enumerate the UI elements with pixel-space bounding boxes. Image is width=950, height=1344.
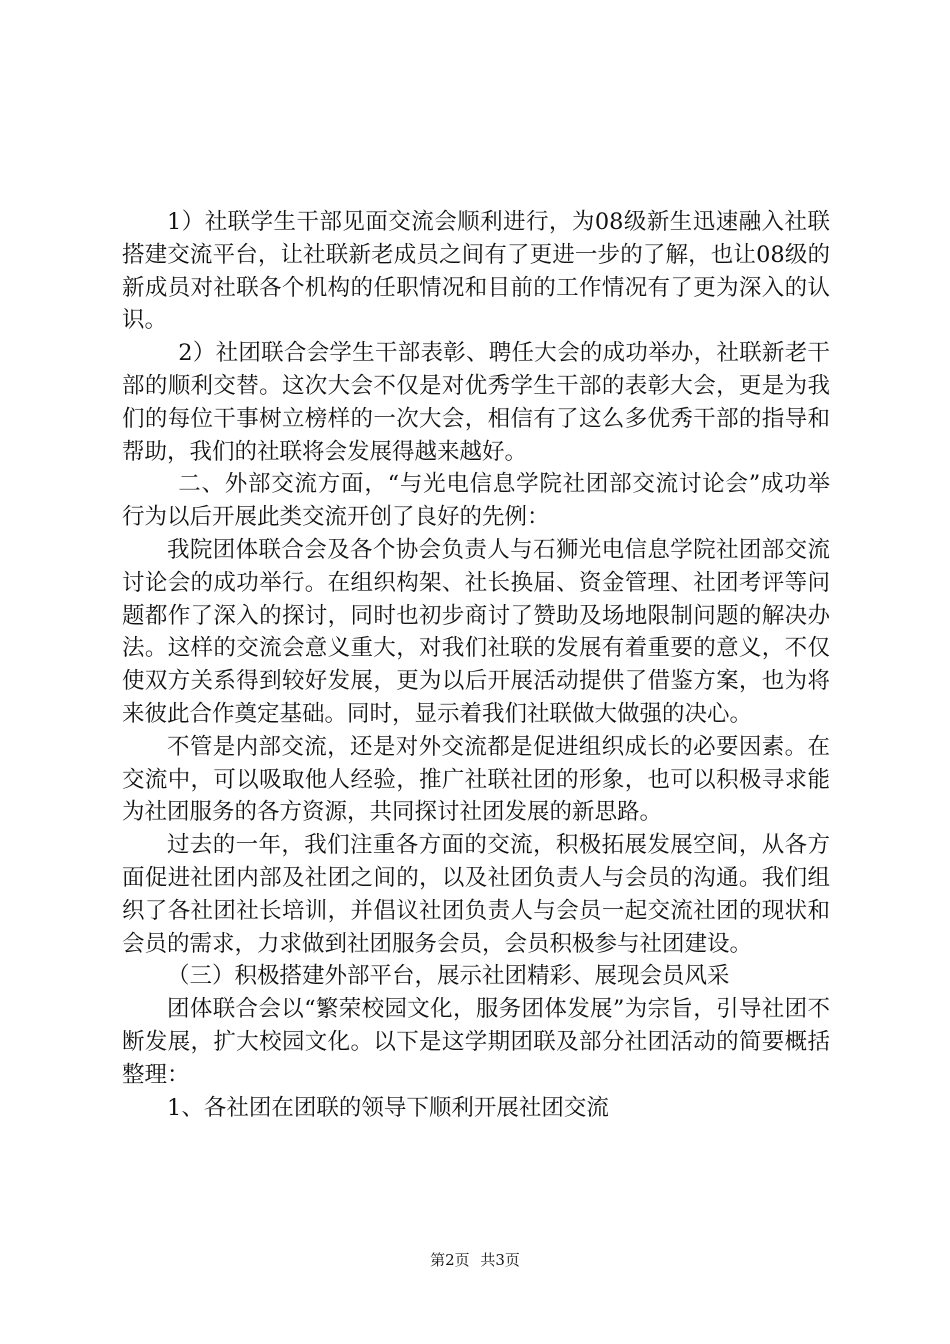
paragraph-6: 过去的一年，我们注重各方面的交流，积极拓展发展空间，从各方面促进社团内部及社团之间的，以及社团负责人与会员的沟通。我们组织了各社团社长培训，并倡议社团负责人与会员一起交流社团的现状和会员的需求，力求做到社团服务会员，会员积极参与社团建设。 [122, 832, 830, 957]
paragraph-1: 1）社联学生干部见面交流会顺利进行，为08级新生迅速融入社联搭建交流平台，让社联新老成员之间有了更进一步的了解，也让08级的新成员对社联各个机构的任职情况和目前的工作情况有了更为深入的认识。 [122, 209, 830, 334]
paragraph-2: 2）社团联合会学生干部表彰、聘任大会的成功举办，社联新老干部的顺利交替。这次大会不仅是对优秀学生干部的表彰大会，更是为我们的每位干事树立榜样的一次大会，相信有了这么多优秀干部的指导和帮助，我们的社联将会发展得越来越好。 [122, 340, 830, 465]
paragraph-5: 不管是内部交流，还是对外交流都是促进组织成长的必要因素。在交流中，可以吸取他人经验，推广社联社团的形象，也可以积极寻求能为社团服务的各方资源，共同探讨社团发展的新思路。 [122, 733, 830, 826]
section-heading: （三）积极搭建外部平台，展示社团精彩、展现会员风采 [167, 963, 730, 990]
paragraph-4: 我院团体联合会及各个协会负责人与石狮光电信息学院社团部交流讨论会的成功举行。在组织构架、社长换届、资金管理、社团考评等问题都作了深入的探讨，同时也初步商讨了赞助及场地限制问题的解决办法。这样的交流会意义重大，对我们社联的发展有着重要的意义，不仅使双方关系得到较好发展，更为以后开展活动提供了借鉴方案，也为将来彼此合作奠定基础。同时，显示着我们社联做大做强的决心。 [122, 536, 830, 727]
list-item-heading: 1、各社团在团联的领导下顺利开展社团交流 [167, 1094, 609, 1121]
page-footer [0, 1249, 950, 1270]
paragraph-8: 团体联合会以“繁荣校园文化，服务团体发展”为宗旨，引导社团不断发展，扩大校园文化。以下是这学期团联及部分社团活动的简要概括整理： [122, 996, 830, 1088]
document-body [122, 206, 830, 1124]
page-number: 第2页 [430, 1251, 470, 1269]
paragraph-3: 二、外部交流方面，“与光电信息学院社团部交流讨论会”成功举行为以后开展此类交流开创了良好的先例： [122, 471, 830, 531]
page-total: 共3页 [480, 1251, 520, 1269]
